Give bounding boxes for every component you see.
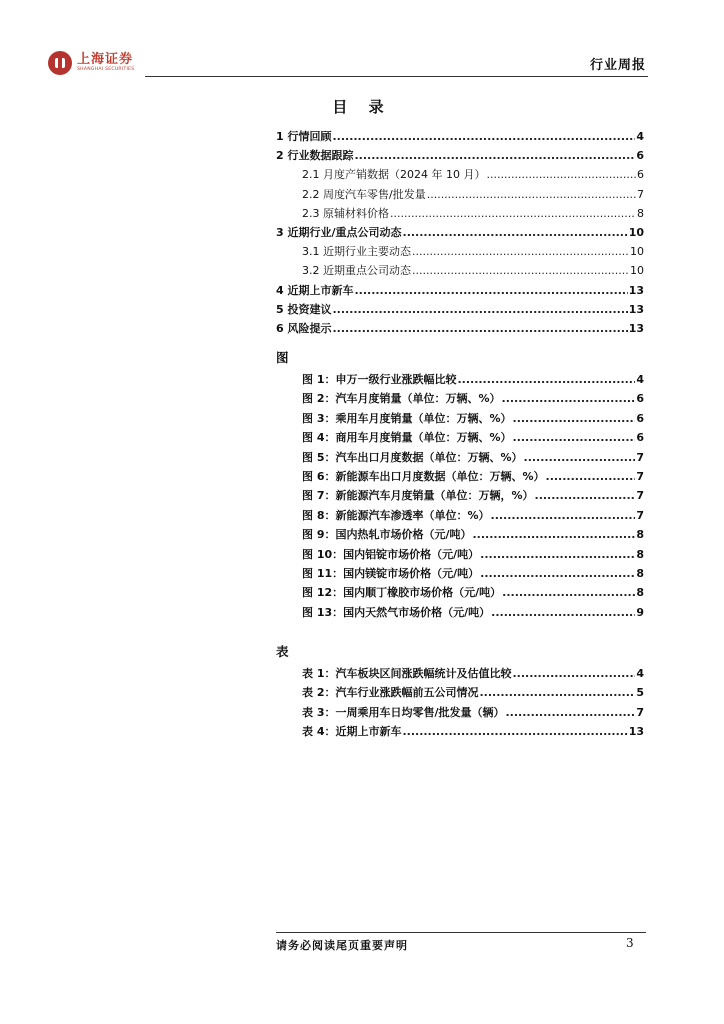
dot-leader [457, 373, 635, 386]
footer-disclaimer: 请务必阅读尾页重要声明 [276, 939, 408, 952]
figure-entry-label: 图 12：国内顺丁橡胶市场价格（元/吨） [302, 586, 502, 600]
figure-entry[interactable] [276, 449, 644, 468]
dot-leader [535, 489, 636, 502]
figure-entry-page: 8 [636, 547, 644, 561]
toc-entry-page: 10 [630, 245, 644, 259]
dot-leader [473, 528, 636, 541]
dot-leader [480, 548, 635, 561]
figure-entry[interactable] [276, 468, 644, 487]
table-entry[interactable] [276, 723, 644, 742]
table-entry-label: 表 1：汽车板块区间涨跌幅统计及估值比较 [302, 667, 512, 680]
figure-entry-label: 图 4：商用车月度销量（单位：万辆、%） [302, 431, 512, 445]
toc-entry[interactable] [276, 224, 644, 243]
toc-entry-page: 8 [637, 206, 644, 220]
figure-entry-page: 9 [636, 605, 644, 619]
toc-entry-label: 5 投资建议 [276, 302, 332, 316]
table-entry-label: 表 3：一周乘用车日均零售/批发量（辆） [302, 705, 505, 719]
footer-divider [276, 932, 646, 933]
dot-leader [354, 284, 627, 297]
figure-entry[interactable] [276, 390, 644, 409]
figure-entry-page: 7 [636, 469, 644, 483]
toc-entry-page: 7 [637, 187, 644, 201]
figure-entry-label: 图 3：乘用车月度销量（单位：万辆、%） [302, 411, 512, 425]
figure-entry-label: 图 9：国内热轧市场价格（元/吨） [302, 528, 472, 542]
toc-entry[interactable] [276, 205, 644, 224]
toc-entry-label: 1 行情回顾 [276, 130, 332, 143]
tables-list [276, 665, 644, 743]
toc-entry[interactable] [276, 301, 644, 320]
dot-leader [332, 130, 635, 143]
toc-entry-label: 2 行业数据跟踪 [276, 149, 354, 163]
toc-entry[interactable] [276, 243, 644, 262]
figure-entry[interactable] [276, 410, 644, 429]
table-entry-page: 13 [628, 725, 644, 739]
table-entry-page: 7 [636, 705, 644, 719]
toc-entry-label: 3.2 近期重点公司动态 [302, 264, 411, 278]
toc-entry-page: 13 [628, 302, 644, 316]
toc-entry-label: 2.1 月度产销数据（2024 年 10 月） [302, 168, 486, 182]
figure-entry-label: 图 7：新能源汽车月度销量（单位：万辆，%） [302, 489, 534, 503]
figure-entry-page: 7 [636, 508, 644, 522]
dot-leader [390, 207, 636, 220]
toc-entry-page: 6 [637, 168, 644, 182]
figure-entry-label: 图 13：国内天然气市场价格（元/吨） [302, 605, 491, 619]
dot-leader [502, 392, 636, 405]
table-entry[interactable] [276, 684, 644, 703]
toc-entry-label: 6 风险提示 [276, 321, 332, 335]
dot-leader [524, 451, 636, 464]
dot-leader [354, 149, 635, 162]
figure-entry[interactable] [276, 546, 644, 565]
figure-entry[interactable] [276, 429, 644, 448]
dot-leader [332, 303, 627, 316]
toc-entry[interactable] [276, 262, 644, 281]
dot-leader [412, 264, 629, 277]
dot-leader [486, 168, 636, 181]
toc-entry[interactable] [276, 128, 644, 147]
page-header [48, 50, 648, 76]
toc-entry[interactable] [276, 166, 644, 185]
dot-leader [506, 706, 636, 719]
dot-leader [332, 322, 627, 335]
dot-leader [479, 686, 635, 699]
figure-entry-label: 图 2：汽车月度销量（单位：万辆、%） [302, 392, 501, 406]
dot-leader [491, 606, 635, 619]
figure-entry[interactable] [276, 604, 644, 623]
toc-entry-label: 2.3 原辅材料价格 [302, 206, 389, 220]
figure-entry[interactable] [276, 371, 644, 390]
figure-entry[interactable] [276, 487, 644, 506]
dot-leader [412, 245, 629, 258]
toc-entry[interactable] [276, 186, 644, 205]
figure-entry-page: 8 [636, 586, 644, 600]
figure-entry-label: 图 1：申万一级行业涨跌幅比较 [302, 373, 457, 386]
figures-list [276, 371, 644, 623]
dot-leader [512, 667, 635, 680]
toc-entry-label: 3.1 近期行业主要动态 [302, 245, 411, 259]
logo-name-cn: 上海证券 [77, 52, 134, 67]
figure-entry-label: 图 5：汽车出口月度数据（单位：万辆、%） [302, 450, 523, 464]
figures-heading: 图 [276, 350, 289, 365]
toc-entry-label: 2.2 周度汽车零售/批发量 [302, 187, 426, 201]
toc-entry-page: 4 [636, 130, 644, 143]
figure-entry-label: 图 6：新能源车出口月度数据（单位：万辆、%） [302, 469, 545, 483]
table-entry-page: 4 [636, 667, 644, 680]
figure-entry-page: 6 [636, 392, 644, 406]
toc-entry-page: 13 [628, 321, 644, 335]
table-entry[interactable] [276, 665, 644, 684]
dot-leader [402, 725, 627, 738]
page-number: 3 [626, 936, 634, 950]
toc-entry[interactable] [276, 320, 644, 339]
figure-entry-page: 7 [636, 489, 644, 503]
figure-entry-label: 图 11：国内镁锭市场价格（元/吨） [302, 566, 480, 580]
toc-entry-page: 13 [628, 283, 644, 297]
toc-entry-page: 10 [628, 225, 644, 239]
dot-leader [491, 509, 636, 522]
table-entry[interactable] [276, 704, 644, 723]
figure-entry-page: 4 [636, 373, 644, 386]
dot-leader [513, 431, 636, 444]
figure-entry[interactable] [276, 584, 644, 603]
dot-leader [513, 412, 636, 425]
toc-entry[interactable] [276, 282, 644, 301]
toc-entry-page: 6 [636, 149, 644, 163]
figure-entry-label: 图 8：新能源汽车渗透率（单位：%） [302, 508, 490, 522]
table-entry-label: 表 2：汽车行业涨跌幅前五公司情况 [302, 686, 479, 700]
tables-heading: 表 [276, 644, 289, 659]
figure-entry-page: 8 [636, 566, 644, 580]
figure-entry-page: 6 [636, 411, 644, 425]
logo-emblem-icon [48, 51, 72, 75]
header-divider [145, 76, 648, 77]
logo-text [77, 53, 134, 73]
report-type: 行业周报 [589, 58, 646, 73]
figure-entry-page: 7 [636, 450, 644, 464]
figure-entry-page: 8 [636, 528, 644, 542]
table-entry-label: 表 4：近期上市新车 [302, 725, 402, 739]
figure-entry[interactable] [276, 565, 644, 584]
figure-entry-label: 图 10：国内铝锭市场价格（元/吨） [302, 547, 480, 561]
table-entry-page: 5 [636, 686, 644, 700]
toc-entry-page: 10 [630, 264, 644, 278]
logo-name-en: SHANGHAI SECURITIES [77, 67, 135, 72]
figure-entry-page: 6 [636, 431, 644, 445]
dot-leader [502, 586, 635, 599]
toc-entry[interactable] [276, 147, 644, 166]
dot-leader [427, 188, 636, 201]
figure-entry[interactable] [276, 507, 644, 526]
toc-entry-label: 3 近期行业/重点公司动态 [276, 225, 402, 239]
toc-entry-label: 4 近期上市新车 [276, 283, 354, 297]
figure-entry[interactable] [276, 526, 644, 545]
company-logo [48, 50, 134, 76]
toc-title: 目 录 [332, 98, 392, 116]
dot-leader [403, 226, 628, 239]
dot-leader [546, 470, 636, 483]
dot-leader [480, 567, 635, 580]
toc-list [276, 128, 644, 339]
